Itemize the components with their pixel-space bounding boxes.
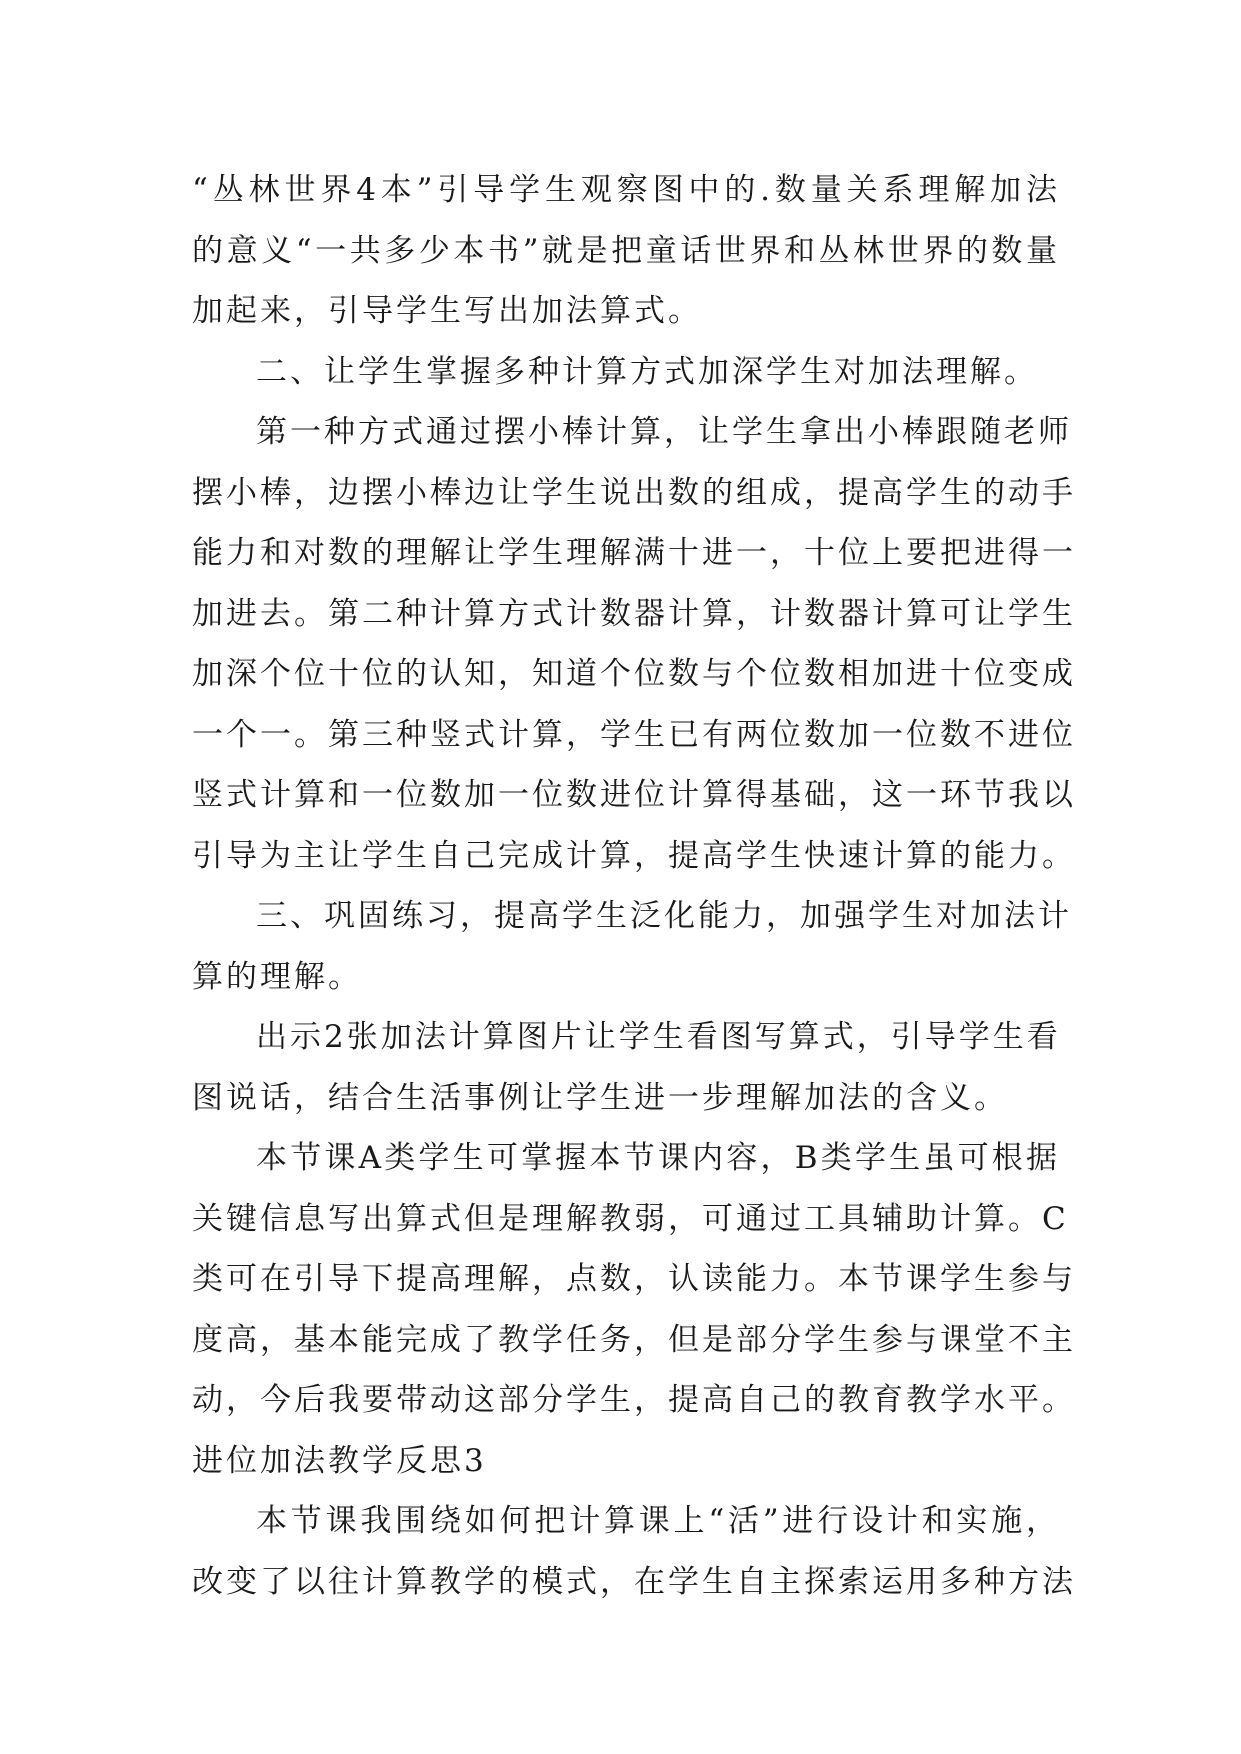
text-line: 的意义“一共多少本书”就是把童话世界和丛林世界的数量 <box>192 232 1060 269</box>
section-heading: 二、让学生掌握多种计算方式加深学生对加法理解。 <box>256 353 1038 390</box>
text-line: 度高，基本能完成了教学任务，但是部分学生参与课堂不主 <box>192 1321 1076 1358</box>
section-heading: 算的理解。 <box>192 958 362 995</box>
section-heading: 三、巩固练习，提高学生泛化能力，加强学生对加法计 <box>256 898 1072 934</box>
text-line: 引导为主让学生自己完成计算，提高学生快速计算的能力。 <box>192 837 1076 874</box>
text-line: 加进去。第二种计算方式计数器计算，计数器计算可让学生 <box>192 595 1076 632</box>
text-line: “丛林世界4本”引导学生观察图中的.数量关系理解加法 <box>192 172 1060 208</box>
text-line: 改变了以往计算教学的模式，在学生自主探索运用多种方法 <box>192 1563 1076 1600</box>
text-line: 摆小棒，边摆小棒边让学生说出数的组成，提高学生的动手 <box>192 474 1076 511</box>
text-line: 本节课A类学生可掌握本节课内容，B类学生虽可根据 <box>256 1140 1060 1176</box>
text-line: 出示2张加法计算图片让学生看图写算式，引导学生看 <box>256 1019 1061 1055</box>
document-body <box>192 160 1076 1612</box>
text-line: 竖式计算和一位数加一位数进位计算得基础，这一环节我以 <box>192 777 1076 813</box>
text-line: 一个一。第三种竖式计算，学生已有两位数加一位数不进位 <box>192 716 1076 753</box>
text-line: 动，今后我要带动这部分学生，提高自己的教育教学水平。 <box>192 1382 1076 1418</box>
text-line: 第一种方式通过摆小棒计算，让学生拿出小棒跟随老师 <box>256 414 1072 450</box>
text-line: 加起来，引导学生写出加法算式。 <box>192 293 702 329</box>
text-line: 加深个位十位的认知，知道个位数与个位数相加进十位变成 <box>192 656 1076 692</box>
document-subtitle: 进位加法教学反思3 <box>192 1442 487 1479</box>
text-line: 能力和对数的理解让学生理解满十进一，十位上要把进得一 <box>192 535 1076 571</box>
text-line: 类可在引导下提高理解，点数，认读能力。本节课学生参与 <box>192 1261 1076 1297</box>
text-line: 本节课我围绕如何把计算课上“活”进行设计和实施， <box>256 1503 1060 1539</box>
text-line: 图说话，结合生活事例让学生进一步理解加法的含义。 <box>192 1079 1008 1116</box>
text-line: 关键信息写出算式但是理解教弱，可通过工具辅助计算。C <box>192 1200 1069 1237</box>
